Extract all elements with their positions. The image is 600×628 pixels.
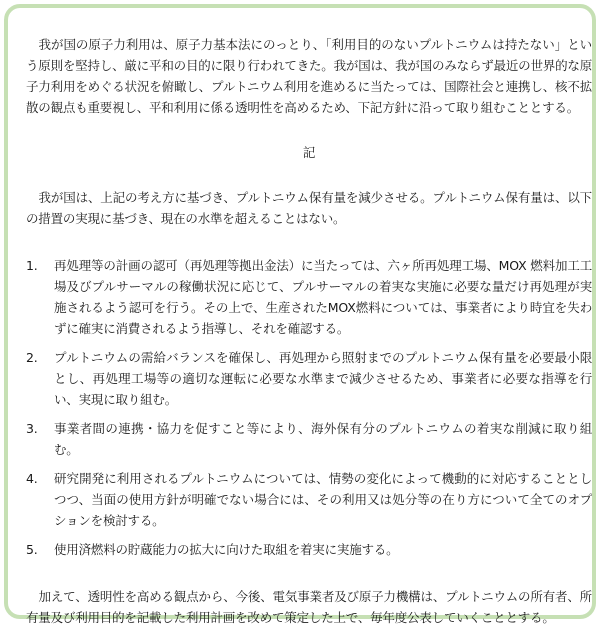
list-item-number: 2.: [26, 350, 38, 365]
list-item: [26, 468, 592, 531]
list-item-text: 再処理等の計画の認可（再処理等拠出金法）に当たっては、六ヶ所再処理工場、MOX 燃料加工工場及びプルサーマルの稼働状況に応じて、プルサーマルの着実な実施に必要な量だけ再処理が実施されるよう認可を行う。その上で、生産されたMOX燃料については、事業者により時宜を失わずに確実に消費されるよう指導し、それを確認する。: [54, 258, 592, 336]
list-item: [26, 347, 592, 410]
list-item-text: 研究開発に利用されるプルトニウムについては、情勢の変化によって機動的に対応することとしつつ、当面の使用方針が明確でない場合には、その利用又は処分等の在り方について全てのオプションを検討する。: [54, 471, 592, 528]
list-item-number: 3.: [26, 421, 38, 436]
list-item-text: プルトニウムの需給バランスを確保し、再処理から照射までのプルトニウム保有量を必要最小限とし、再処理工場等の適切な運転に必要な水準まで減少させるため、事業者に必要な指導を行い、実現に取り組む。: [54, 350, 592, 407]
measures-list: [26, 255, 592, 560]
list-item: [26, 418, 592, 460]
list-item-text: 使用済燃料の貯蔵能力の拡大に向けた取組を着実に実施する。: [54, 542, 399, 557]
closing-paragraph: 加えて、透明性を高める観点から、今後、電気事業者及び原子力機構は、プルトニウムの所有者、所有量及び利用目的を記載した利用計画を改めて策定した上で、毎年度公表していくこととする。: [26, 589, 592, 625]
list-item: [26, 255, 592, 339]
document-body: [26, 34, 592, 628]
intro-paragraph: 我が国の原子力利用は、原子力基本法にのっとり、「利用目的のないプルトニウムは持たない」という原則を堅持し、厳に平和の目的に限り行われてきた。我が国は、我が国のみならず最近の世界的な原子力利用をめぐる状況を俯瞰し、プルトニウム利用を進めるに当たっては、国際社会と連携し、核不拡散の観点も重要視し、平和利用に係る透明性を高めるため、下記方針に沿って取り組むこととする。: [26, 37, 592, 115]
list-item-number: 4.: [26, 471, 38, 486]
ki-heading: 記: [302, 145, 316, 160]
list-item-number: 5.: [26, 542, 38, 557]
list-item-number: 1.: [26, 258, 38, 273]
list-item-text: 事業者間の連携・協力を促すこと等により、海外保有分のプルトニウムの着実な削減に取り組む。: [54, 421, 592, 457]
document-frame: [4, 4, 596, 625]
policy-paragraph: 我が国は、上記の考え方に基づき、プルトニウム保有量を減少させる。プルトニウム保有量は、以下の措置の実現に基づき、現在の水準を超えることはない。: [26, 190, 592, 226]
list-item: [26, 539, 592, 560]
